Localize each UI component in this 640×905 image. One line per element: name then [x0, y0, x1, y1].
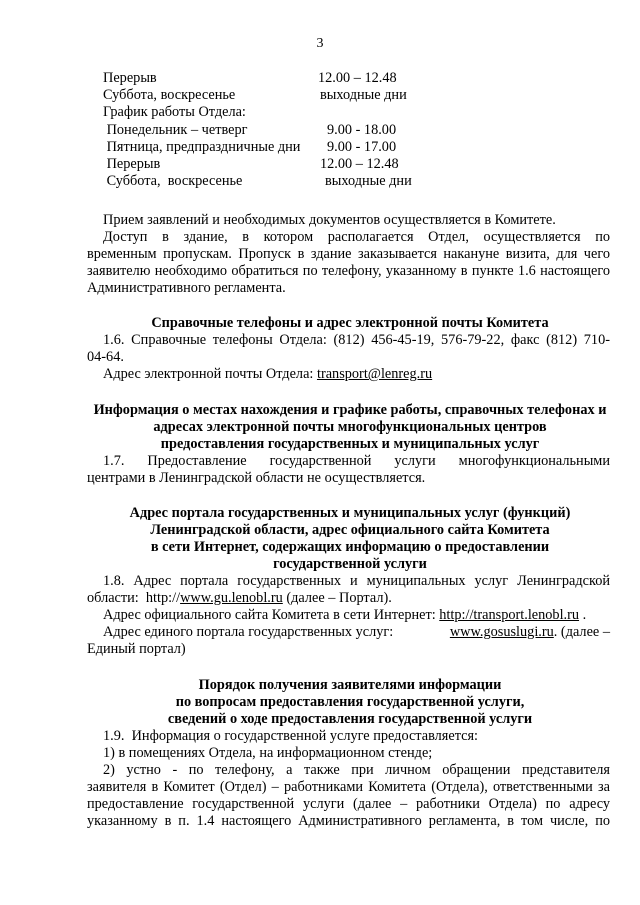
order-line: предоставление государственной услуги (далее – работники Отдела) по адресу	[87, 796, 610, 812]
reception-paragraph: Прием заявлений и необходимых документов осуществляется в Комитете.	[103, 212, 556, 228]
email-line	[103, 366, 432, 383]
portal-heading: государственной услуги	[273, 556, 427, 572]
phones-heading: Справочные телефоны и адрес электронной почты Комитета	[151, 315, 549, 331]
order-line: заявителя в Комитет (Отдел) – работниками Комитета (Отдела), ответственными за	[87, 779, 610, 795]
order-line: 1) в помещениях Отдела, на информационном стенде;	[103, 745, 433, 761]
site-end: .	[579, 607, 587, 623]
portal-heading: в сети Интернет, содержащих информацию о предоставлении	[150, 539, 550, 555]
order-line: 1.9. Информация о государственной услуге предоставляется:	[103, 728, 479, 744]
portal-line: 1.8. Адрес портала государственных и муниципальных услуг Ленинградской	[103, 573, 610, 589]
phones-line: 04-64.	[87, 349, 124, 365]
unified-link[interactable]: www.gosuslugi.ru	[449, 624, 554, 640]
schedule-label: Пятница, предпраздничные дни	[103, 139, 301, 155]
order-line: указанному в п. 1.4 настоящего Административного регламента, в том числе, по	[87, 813, 610, 829]
mfc-heading: предоставления государственных и муниципальных услуг	[160, 436, 540, 452]
order-line: 2) устно - по телефону, а также при личном обращении представителя	[103, 762, 610, 778]
email-link[interactable]: transport@lenreg.ru	[316, 366, 433, 382]
schedule-label: Понедельник – четверг	[103, 122, 248, 138]
unified-label: Адрес единого портала государственных услуг:	[103, 624, 401, 640]
portal-link[interactable]: www.gu.lenobl.ru	[180, 590, 283, 606]
access-line: Административного регламента.	[87, 280, 286, 296]
schedule-value: выходные дни	[320, 87, 407, 103]
order-heading: сведений о ходе предоставления государственной услуги	[167, 711, 533, 727]
schedule-label: Перерыв	[103, 156, 161, 172]
portal-heading: Адрес портала государственных и муниципальных услуг (функций)	[129, 505, 571, 521]
mfc-heading: Информация о местах нахождения и графике работы, справочных телефонах и	[93, 402, 607, 418]
schedule-value: выходные дни	[325, 173, 412, 189]
site-label: Адрес официального сайта Комитета в сети Интернет:	[103, 607, 440, 623]
site-line	[103, 607, 586, 624]
unified-end: . (далее –	[553, 624, 610, 640]
schedule-value: 9.00 - 18.00	[327, 122, 397, 138]
page-number: 3	[316, 36, 324, 51]
portal-prefix: области: http://	[87, 590, 181, 606]
unified-line	[103, 624, 610, 641]
schedule-label: Суббота, воскресенье	[103, 173, 243, 189]
schedule-value: 9.00 - 17.00	[327, 139, 397, 155]
access-line: временным пропускам. Пропуск в здание заказывается накануне визита, для чего	[87, 246, 610, 262]
portal-line	[87, 590, 392, 607]
schedule-value: 12.00 – 12.48	[320, 156, 399, 172]
portal-heading: Ленинградской области, адрес официального сайта Комитета	[150, 522, 550, 538]
unified-line: Единый портал)	[87, 641, 186, 657]
email-label: Адрес электронной почты Отдела:	[103, 366, 317, 382]
portal-suffix: (далее – Портал).	[282, 590, 392, 606]
schedule-heading: График работы Отдела:	[103, 104, 246, 120]
site-link[interactable]: http://transport.lenobl.ru	[439, 607, 580, 623]
mfc-line: центрами в Ленинградской области не осуществляется.	[87, 470, 426, 486]
schedule-value: 12.00 – 12.48	[318, 70, 397, 86]
schedule-label: Перерыв	[103, 70, 157, 86]
order-heading: по вопросам предоставления государственной услуги,	[175, 694, 525, 710]
mfc-line: 1.7. Предоставление государственной услуги многофункциональными	[103, 453, 610, 469]
access-line: заявителю необходимо обратиться по телефону, указанному в пункте 1.6 настоящего	[87, 263, 610, 279]
order-heading: Порядок получения заявителями информации	[198, 677, 502, 693]
mfc-heading: адресах электронной почты многофункциональных центров	[153, 419, 547, 435]
phones-line: 1.6. Справочные телефоны Отдела: (812) 456-45-19, 576-79-22, факс (812) 710-	[103, 332, 610, 348]
schedule-label: Суббота, воскресенье	[103, 87, 236, 103]
access-line: Доступ в здание, в котором располагается Отдел, осуществляется по	[103, 229, 610, 245]
